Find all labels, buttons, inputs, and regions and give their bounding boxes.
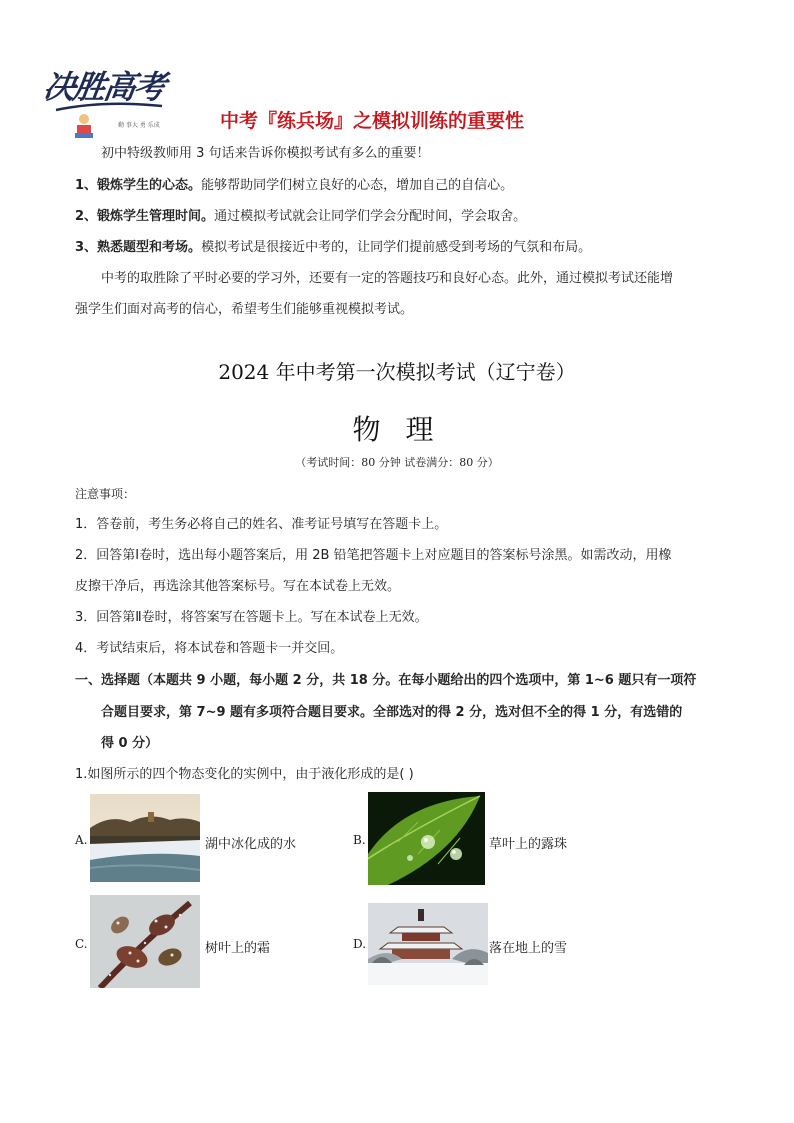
notes-line-1: 1．答卷前，考生务必将自己的姓名、准考证号填写在答题卡上。	[75, 517, 448, 532]
point-text: 通过模拟考试就会让同学们学会分配时间，学会取舍。	[214, 209, 527, 224]
promo-intro: 初中特级教师用 3 句话来告诉你模拟考试有多么的重要！	[101, 146, 430, 161]
promo-point-2	[75, 209, 526, 225]
promo-title: 中考『练兵场』之模拟训练的重要性	[220, 110, 525, 132]
point-heading: 熟悉题型和考场。	[97, 240, 202, 255]
exam-info: （考试时间：80 分钟 试卷满分：80 分）	[295, 456, 499, 469]
notes-heading: 注意事项：	[75, 487, 136, 501]
exam-title: 2024 年中考第一次模拟考试（辽宁卷）	[218, 360, 576, 384]
option-d-letter: D.	[353, 937, 367, 951]
exam-subject: 物 理	[352, 413, 442, 446]
point-num: 1、	[75, 178, 98, 193]
option-a-text: 湖中冰化成的水	[205, 837, 297, 852]
promo-paragraph-line-2: 强学生们面对高考的信心，希望考生们能够重视模拟考试。	[75, 302, 414, 317]
point-text: 模拟考试是很接近中考的，让同学们提前感受到考场的气氛和布局。	[201, 240, 592, 255]
section-header-line-1: 一、选择题（本题共 9 小题，每小题 2 分，共 18 分。在每小题给出的四个选项中，第 1~6 题只有一项符	[75, 673, 697, 688]
logo-text: 决胜高考	[41, 68, 167, 106]
lake-ice-photo	[90, 794, 200, 882]
notes-line-2: 2．回答第Ⅰ卷时，选出每小题答案后，用 2B 铅笔把答题卡上对应题目的答案标号涂黑。如需改动，用橡	[75, 548, 672, 563]
dewdrop-leaf-photo	[368, 792, 485, 885]
snow-pavilion-photo	[368, 903, 488, 985]
question-1-stem: 1.如图所示的四个物态变化的实例中，由于液化形成的是( )	[75, 767, 414, 782]
option-c-text: 树叶上的霜	[205, 941, 271, 956]
point-num: 2、	[75, 209, 98, 224]
option-a-letter: A.	[75, 833, 88, 847]
promo-point-3	[75, 240, 591, 256]
notes-line-4: 3．回答第Ⅱ卷时，将答案写在答题卡上。写在本试卷上无效。	[75, 610, 428, 625]
point-text: 能够帮助同学们树立良好的心态，增加自己的自信心。	[201, 178, 514, 193]
logo-caption: 勤 事大 勇 乐成	[118, 122, 160, 129]
notes-line-5: 4．考试结束后，将本试卷和答题卡一并交回。	[75, 641, 344, 656]
promo-paragraph-line-1: 中考的取胜除了平时必要的学习外，还要有一定的答题技巧和良好心态。此外，通过模拟考试还能增	[101, 271, 674, 286]
option-b-text: 草叶上的露珠	[489, 837, 568, 852]
brand-logo	[41, 58, 172, 140]
point-num: 3、	[75, 240, 98, 255]
point-heading: 锻炼学生管理时间。	[97, 209, 215, 224]
logo-swoosh-icon	[54, 102, 164, 112]
option-c-letter: C.	[75, 937, 88, 951]
student-mascot-icon	[74, 112, 94, 140]
section-header-line-2: 合题目要求，第 7~9 题有多项符合题目要求。全部选对的得 2 分，选对但不全的得 1 分，有选错的	[101, 705, 683, 720]
option-d-text: 落在地上的雪	[489, 941, 568, 956]
option-b-letter: B.	[353, 833, 366, 847]
frost-leaves-photo	[90, 895, 200, 988]
section-header-line-3: 得 0 分）	[101, 736, 159, 751]
notes-line-3: 皮擦干净后，再选涂其他答案标号。写在本试卷上无效。	[75, 579, 401, 594]
point-heading: 锻炼学生的心态。	[97, 178, 202, 193]
promo-point-1	[75, 178, 513, 194]
